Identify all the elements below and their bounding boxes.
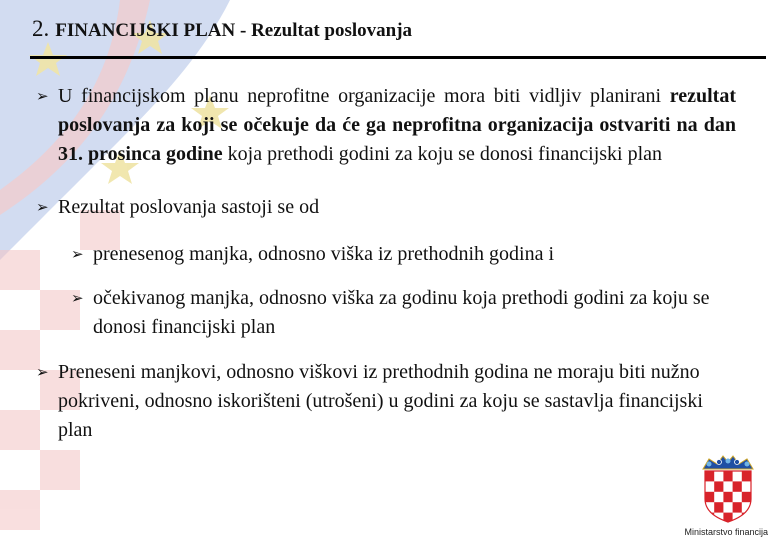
bullet-1-text-a: U financijskom planu neprofitne organizacije mora biti vidljiv planirani — [58, 85, 670, 107]
slide-title — [32, 16, 766, 54]
bullet-3-text: Preneseni manjkovi, odnosno viškovi iz prethodnih godina ne moraju biti nužno pokriveni, odnosno iskorišteni (utrošeni) u godini za koju se sastavlja financijski plan — [58, 361, 703, 441]
title-number: 2. — [32, 16, 50, 41]
arrow-bullet-icon: ➢ — [36, 198, 49, 216]
bullet-planned-result — [36, 82, 736, 169]
ministry-label: Ministarstvo financija — [684, 527, 768, 537]
sub-bullet-2-text: očekivanog manjka, odnosno viška za godinu koja prethodi godini za koju se donosi financijski plan — [93, 287, 710, 338]
sub-bullet-carried-over — [36, 240, 736, 269]
arrow-bullet-icon: ➢ — [36, 87, 49, 105]
arrow-bullet-icon: ➢ — [36, 363, 49, 381]
bullet-result-composition — [36, 193, 736, 222]
sub-bullet-expected — [36, 284, 736, 342]
crown-icon — [703, 456, 753, 469]
title-underline — [30, 56, 766, 59]
bullet-2-text: Rezultat poslovanja sastoji se od — [58, 196, 320, 218]
sub-bullet-1-text: prenesenog manjka, odnosno viška iz prethodnih godina i — [93, 243, 555, 265]
arrow-bullet-icon: ➢ — [71, 289, 84, 307]
bullet-carried-deficits — [36, 358, 736, 445]
slide-body — [36, 82, 736, 445]
arrow-bullet-icon: ➢ — [71, 245, 84, 263]
coat-of-arms-icon — [700, 455, 756, 523]
bullet-1-text-c: koja prethodi godini za koju se donosi financijski plan — [222, 143, 663, 165]
bullet-1-text-bold: rezultat poslovanja za koji se očekuje da će ga neprofitna organizacija ostvariti na dan 31. prosinca godine — [58, 85, 736, 165]
title-text: FINANCIJSKI PLAN - Rezultat poslovanja — [55, 20, 413, 41]
